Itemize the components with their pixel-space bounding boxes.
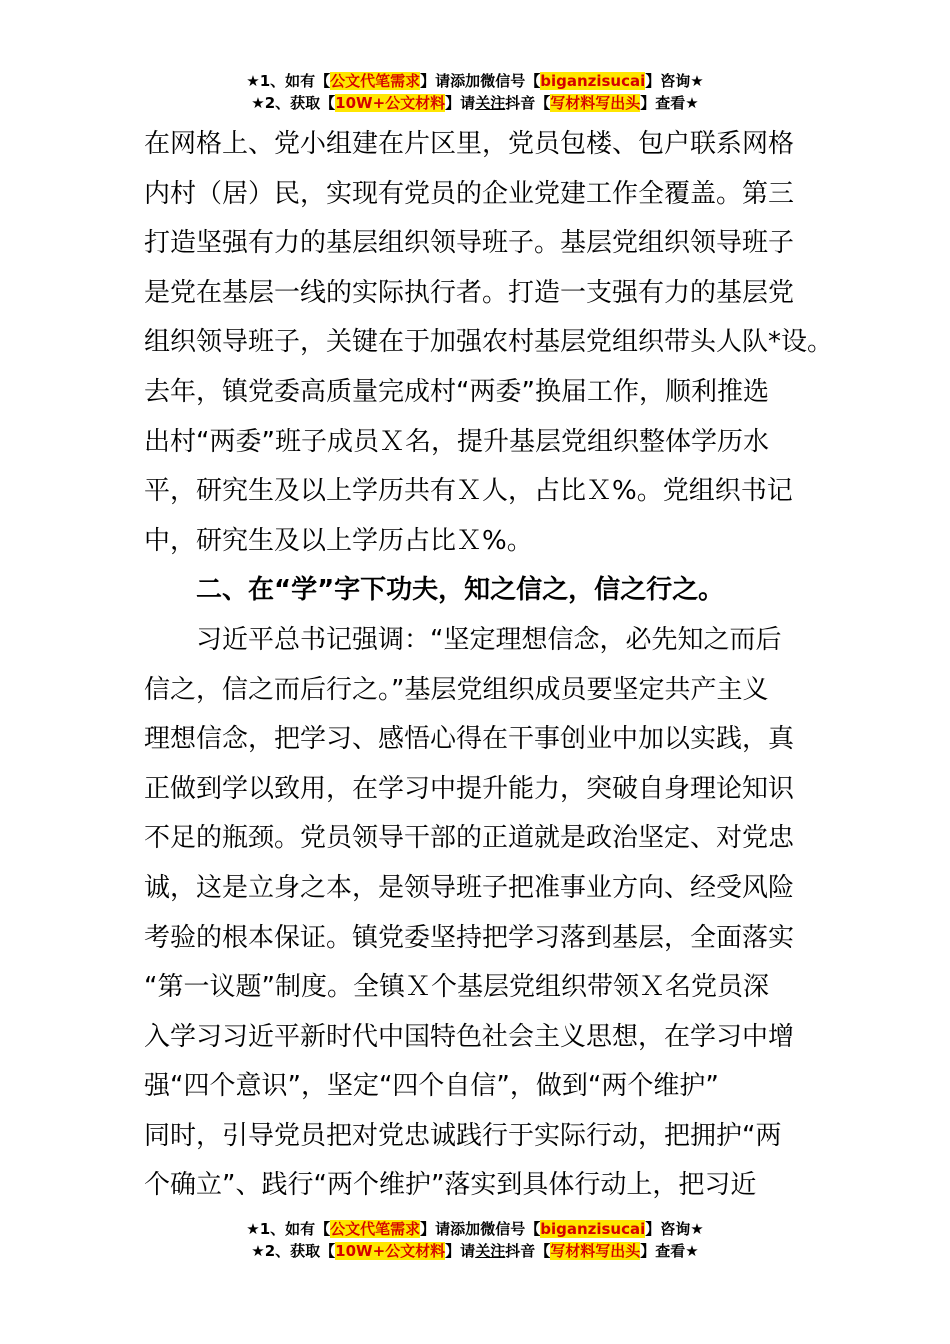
- promo-highlight-service: 公文代笔需求: [330, 1220, 421, 1238]
- promo-text: 】咨询: [645, 1220, 691, 1238]
- promo-text: 微信号【: [480, 1220, 541, 1238]
- star-icon: ★: [251, 94, 265, 112]
- paragraph-first-line: 习近平总书记强调：“坚定理想信念，必先知之而后: [196, 624, 782, 655]
- body-line: 理想信念，把学习、感悟心得在干事创业中加以实践，真: [144, 724, 795, 755]
- body-line: 考验的根本保证。镇党委坚持把学习落到基层，全面落实: [144, 922, 795, 953]
- body-line: 出村“两委”班子成员Ｘ名，提升基层党组织整体学历水: [144, 426, 769, 457]
- promo-text: 】请: [445, 1242, 476, 1260]
- section-heading: 二、在“学”字下功夫，知之信之，信之行之。: [196, 575, 725, 606]
- promo-text: 】咨询: [645, 72, 691, 90]
- promo-text: 】请: [420, 1220, 451, 1238]
- promo-highlight-douyin: 写材料写出头: [550, 94, 641, 112]
- star-icon: ★: [685, 1242, 699, 1260]
- body-line: 正做到学以致用，在学习中提升能力，突破自身理论知识: [144, 773, 795, 804]
- star-icon: ★: [690, 72, 704, 90]
- promo-text-bold: 添加: [450, 72, 481, 90]
- promo-line-1: [0, 1218, 950, 1240]
- body-line: 信之，信之而后行之。”基层党组织成员要坚定共产主义: [144, 674, 769, 705]
- promo-text-underlined: 关注: [475, 94, 506, 112]
- body-line: 同时，引导党员把对党忠诚践行于实际行动，把拥护“两: [144, 1120, 782, 1151]
- promo-text: 2、获取【: [264, 1242, 336, 1260]
- body-line: 内村（居）民，实现有党员的企业党建工作全覆盖。第三: [144, 178, 795, 209]
- promo-line-1: [0, 70, 950, 92]
- document-body: [144, 120, 834, 1211]
- promo-text: 】请: [420, 72, 451, 90]
- body-line: 打造坚强有力的基层组织领导班子。基层党组织领导班子: [144, 228, 795, 259]
- body-line: 在网格上、党小组建在片区里，党员包楼、包户联系网格: [144, 129, 795, 159]
- promo-text: 】查看: [640, 1242, 686, 1260]
- promo-highlight-service: 公文代笔需求: [330, 72, 421, 90]
- body-line: 组织领导班子，关键在于加强农村基层党组织带头人队*设。: [144, 327, 834, 358]
- promo-highlight-wechat-id: biganzisucai: [540, 1220, 646, 1238]
- body-line: 诚，这是立身之本，是领导班子把准事业方向、经受风险: [144, 872, 795, 903]
- promo-text: 】查看: [640, 94, 686, 112]
- star-icon: ★: [685, 94, 699, 112]
- header-promo-banner: [0, 70, 950, 114]
- promo-highlight-materials: 10W+公文材料: [335, 1242, 446, 1260]
- promo-line-2: [0, 1240, 950, 1262]
- body-line: “第一议题”制度。全镇Ｘ个基层党组织带领Ｘ名党员深: [144, 972, 769, 1003]
- body-line: 中，研究生及以上学历占比Ｘ%。: [144, 525, 533, 556]
- body-line: 不足的瓶颈。党员领导干部的正道就是政治坚定、对党忠: [144, 823, 795, 854]
- body-line: 强“四个意识”，坚定“四个自信”，做到“两个维护”: [144, 1071, 719, 1102]
- star-icon: ★: [251, 1242, 265, 1260]
- promo-text: 抖音【: [505, 94, 551, 112]
- promo-highlight-materials: 10W+公文材料: [335, 94, 446, 112]
- promo-text: 微信号【: [480, 72, 541, 90]
- body-line: 去年，镇党委高质量完成村“两委”换届工作，顺利推选: [144, 376, 769, 407]
- star-icon: ★: [246, 72, 260, 90]
- body-line: 入学习习近平新时代中国特色社会主义思想，在学习中增: [144, 1021, 795, 1052]
- promo-text: 1、如有【: [259, 72, 331, 90]
- promo-text-underlined: 关注: [475, 1242, 506, 1260]
- body-line: 个确立”、践行“两个维护”落实到具体行动上，把习近: [144, 1170, 757, 1201]
- promo-text-bold: 添加: [450, 1220, 481, 1238]
- body-line: 平，研究生及以上学历共有Ｘ人，占比Ｘ%。党组织书记: [144, 476, 793, 507]
- body-line: 是党在基层一线的实际执行者。打造一支强有力的基层党: [144, 277, 795, 308]
- star-icon: ★: [246, 1220, 260, 1238]
- footer-promo-banner: [0, 1218, 950, 1262]
- promo-text: 2、获取【: [264, 94, 336, 112]
- promo-highlight-douyin: 写材料写出头: [550, 1242, 641, 1260]
- promo-text: 】请: [445, 94, 476, 112]
- promo-text: 1、如有【: [259, 1220, 331, 1238]
- promo-highlight-wechat-id: biganzisucai: [540, 72, 646, 90]
- promo-line-2: [0, 92, 950, 114]
- promo-text: 抖音【: [505, 1242, 551, 1260]
- star-icon: ★: [690, 1220, 704, 1238]
